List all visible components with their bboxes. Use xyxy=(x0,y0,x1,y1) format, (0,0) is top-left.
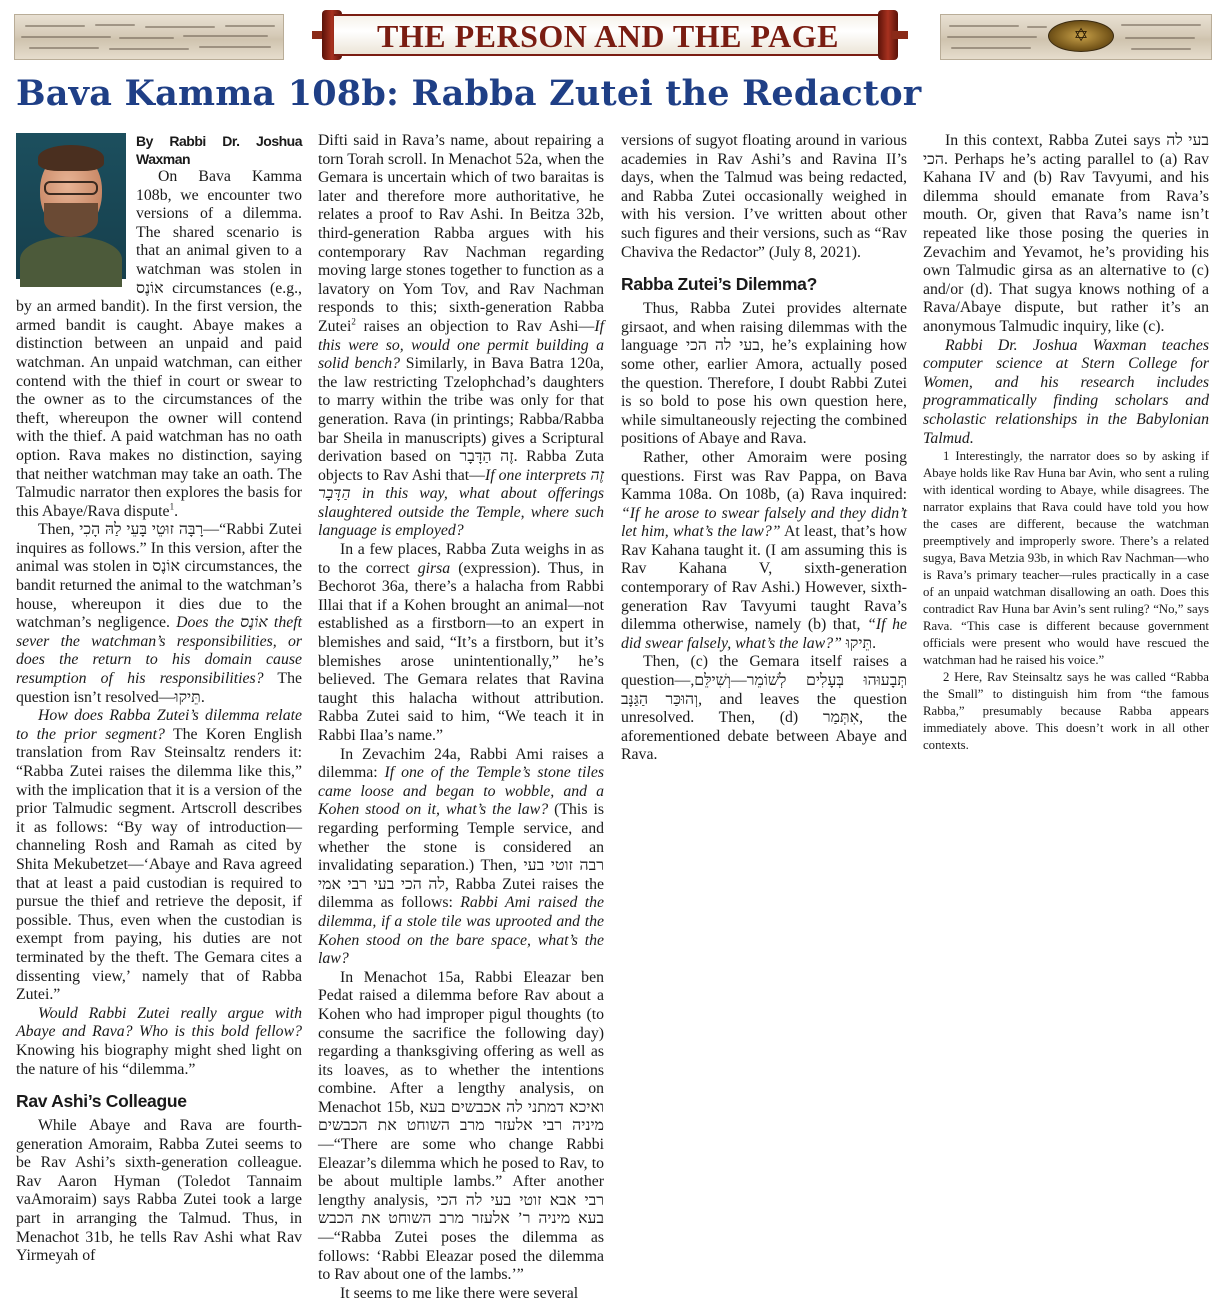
paragraph: In Menachot 15a, Rabbi Eleazar ben Pedat raised a dilemma before Rav about a Kohen who had improper pigul thoughts (to consume the sacrifice the following day) regarding a thanksgiving offering as well as its loaves, as to whether the intentions combine. After a lengthy analysis, on Menachot 15b, ואיכא דמתני לה אכבשים בעא מיניה רבי אלעזר מרב השוחט את הכבשים—“There are some who change Rabbi Eleazar’s dilemma which he posed to Rav, to be about multiple lambs.” After another lengthy analysis, רבי אבא זוטי בעי לה הכי בעא מיניה ר’ אלעזר מרב השוחט את הכבש—“Rabba Zutei poses the dilemma as follows: ‘Rabbi Eleazar posed the dilemma to Rav about one of the lambs.’” xyxy=(318,968,604,1284)
paragraph: How does Rabba Zutei’s dilemma relate to the prior segment? The Koren English translation from Rav Steinsaltz renders it: “Rabba Zutei raises the dilemma like this,” with the implication that it is a version of the prior Talmudic segment. Artscroll describes it as follows: “By way of introduction—channeling Rosh and Ramah as cited by Shita Mekubetzet—‘Abaye and Rava agreed that at least a paid custodian is required to pursue the thief and retrieve the deposit, if possible. Thus, even when the custodian is exempt from paying, his duties are not terminated by the theft. The Gemara cites a dissenting view,’ namely that of Rabba Zutei.” xyxy=(16,707,303,1004)
author-photo xyxy=(16,133,126,279)
paragraph: versions of sugyot floating around in various academies in Rav Ashi’s and Ravina II’s days, when the Talmud was being redacted, and Rabba Zutei occasionally weighed in with his version. I’ve written about other such figures and their versions, such as “Rav Chaviva the Redactor” (July 8, 2021). xyxy=(621,132,907,261)
subhead-rabba-zuteis-dilemma: Rabba Zutei’s Dilemma? xyxy=(621,274,817,295)
article-column-4 xyxy=(923,132,1209,1282)
article-column-3 xyxy=(621,132,907,1282)
banner-title: THE PERSON AND THE PAGE xyxy=(377,18,839,54)
author-bio: Rabbi Dr. Joshua Waxman teaches computer science at Stern College for Women, and his research includes programmatically finding scholars and scholastic relationships in the Babylonian Talmud. xyxy=(923,336,1209,447)
byline: By Rabbi Dr. Joshua Waxman xyxy=(136,133,302,167)
paragraph: In a few places, Rabba Zuta weighs in as to the correct girsa (expression). Thus, in Bechorot 36a, there’s a halacha from Rabbi Illai that if a Kohen brought an animal—not established as a firstborn—to an expert in blemishes and said, “It’s a firstborn, but it’s blemishes arose unintentionally,” he’s believed. The Gemara relates that Ravina taught this halacha without attribution. Rabba Zutei said to him, “We teach it in Rabbi Ilaa’s name.” xyxy=(318,541,604,744)
paragraph: It seems to me like there were several xyxy=(340,1284,579,1302)
paragraph: While Abaye and Rava are fourth-generation Amoraim, Rabba Zutei seems to be Rav Ashi’s sixth-generation colleague. Rav Aaron Hyman (Toledot Tannaim vaAmoraim) says Rabba Zutei took a large part in arranging the Talmud. Thus, in Menachot 31b, he tells Rav Ashi what Rav Yirmeyah of xyxy=(16,1117,302,1265)
star-of-david-seal-icon: ✡ xyxy=(1048,20,1114,52)
footnote-2: 2 Here, Rav Steinsaltz says he was called “Rabba the Small” to distinguish him from “the famous Rabba,” presumably because Rabba appears immediately above. This doesn’t work in all other contexts. xyxy=(923,670,1209,753)
paragraph: In Zevachim 24a, Rabbi Ami raises a dilemma: If one of the Temple’s stone tiles came loose and began to wobble, and a Kohen stood on it, what’s the law? (This is regarding performing Temple service, and whether the stone is considered an invalidating separation.) Then, רבה זוטי בעי לה הכי בעי רבי אמי, Rabba Zutei raises the dilemma as follows: Rabbi Ami raised the dilemma, if a stole tile was uprooted and the Kohen stood on the bare space, what’s the law? xyxy=(318,745,605,968)
section-banner xyxy=(0,0,1217,66)
paragraph: Difti said in Rava’s name, about repairing a torn Torah scroll. In Menachot 52a, when the Gemara is uncertain which of two baraitas is later and therefore more authoritative, he relates a proof to Rav Ashi. In Beitza 32b, third-generation Rabba argues with his contemporary Rav Nachman regarding moving large stones together to function as a lavatory on Yom Tov, and Rav Nachman responds to this; sixth-generation Rabba Zutei$^2$ raises an objection to Rav Ashi—If this were so, would one permit building a solid bench? Similarly, in Bava Batra 120a, the law restricting Tzelophchad’s daughters to marry within the tribe was only for that generation. Rava (in printings; Rabba/Rabba bar Sheila in manuscripts) gives a Scriptural derivation based on זֶה הַדָּבָר. Rabba Zuta objects to Rav Ashi that—If one interprets זֶה הַדָּבָר in this way, what about offerings slaughtered outside the Temple, where such language is employed? xyxy=(318,132,605,540)
article-headline: Bava Kamma 108b: Rabba Zutei the Redactor xyxy=(16,73,922,114)
article-column-2 xyxy=(318,132,605,1302)
parchment-texture-left xyxy=(14,14,284,60)
footnote-1: 1 Interestingly, the narrator does so by asking if Abaye holds like Rav Huna bar Avin, who sent a ruling with identical wording to Abaye, while disagrees. The narrator explains that Rava could have told you how the cases are different, because the watchman preemptively and improperly swore. There’s a related sugya, Bava Metzia 93b, in which Rav Nachman—who is Rava’s primary teacher—rules practically in a case of an unpaid watchman disallowing an oath. Does this contradict Rav Huna bar Avin’s sent ruling? “No,” says Rava. “This case is different because government officials were present who would have rescued the watchman had he raised his voice.” xyxy=(923,449,1209,668)
paragraph: Would Rabbi Zutei really argue with Abaye and Rava? Who is this bold fellow? Knowing his biography might shed light on the nature of his “dilemma.” xyxy=(16,1004,302,1078)
paragraph: In this context, Rabba Zutei says בעי לה הכי. Perhaps he’s acting parallel to (a) Rav Kahana IV and (b) Rav Tavyumi, and his dilemma should emanate from Rava’s mouth. Or, given that Rava’s name isn’t repeated like those posing the queries in Zevachim and Yevamot, he’s providing his own Talmudic girsa as an alternative to (c) and/or (d). That sugya knows nothing of a Rava/Abaye dispute, but rather it’s an anonymous Talmudic inquiry, like (c). xyxy=(923,132,1209,335)
paragraph: Rather, other Amoraim were posing questions. First was Rav Pappa, on Bava Kamma 108a. On 108b, (a) Rava inquired: “If he arose to swear falsely and they didn’t let him, what’s the law?” At least, that’s how Rav Kahana taught it. (I am assuming this is Rav Kahana V, sixth-generation contemporary of Rav Ashi.) However, sixth-generation Rav Tavyumi taught Rava’s dilemma otherwise, namely (b) that, “If he did swear falsely, what’s the law?” תֵּיקוּ. xyxy=(621,448,907,652)
article-column-1 xyxy=(16,132,302,1282)
paragraph: On Bava Kamma 108b, we encounter two versions of a dilemma. The shared scenario is that an animal given to a watchman was stolen in אוֹנֶס circumstances (e.g., by an armed bandit). In the first version, the armed bandit is caught. Abaye makes a distinction between an unpaid and paid watchman. An unpaid watchman, can either contend with the thief in court or swear to the owner as to the circumstances of the theft, whereupon the owner will contend with the thief. A paid watchman has no oath option. Rava makes no distinction, saying that neither watchman may take an oath. The Talmudic narrator then explores the basis for this Abaye/Rava dispute$^1$. xyxy=(16,168,302,520)
footnote-ref: 1 xyxy=(169,501,175,512)
paragraph: Thus, Rabba Zutei provides alternate girsaot, and when raising dilemmas with the language בעי לה הכי, he’s explaining how some other, earlier Amora, actually posed the question. Therefore, I doubt Rabbi Zutei is so bold to pose his own question here, while simultaneously rejecting the combined positions of Abaye and Rava. xyxy=(621,300,907,448)
paragraph: Then, רָבָּה זוּטֵי בָּעֵי לַהּ הָכִי—“Rabbi Zutei inquires as follows.” In this version, after the animal was stolen in אוֹנֶס circumstances, the bandit returned the animal to the watchman’s house, whereupon it dies due to the watchman’s negligence. Does the אוֹנֶס theft sever the watchman’s responsibilities, or does the return to his domain cause resumption of his responsibilities? The question isn’t resolved—תֵּיקוּ. xyxy=(16,521,303,706)
footnote-ref: 2 xyxy=(351,316,356,327)
paragraph: Then, (c) the Gemara itself raises a question—תְּבָעוּהוּ בְּעָלִים לְשׁוֹמֵר—וְשִׁילֵּם, וְהוּכַּר הַגַּנָּב, and leaves the question unresolved. Then, (d) אִתְּמַר, the aforementioned debate between Abaye and Rava. xyxy=(621,653,907,764)
subhead-rav-ashis-colleague: Rav Ashi’s Colleague xyxy=(16,1091,187,1112)
